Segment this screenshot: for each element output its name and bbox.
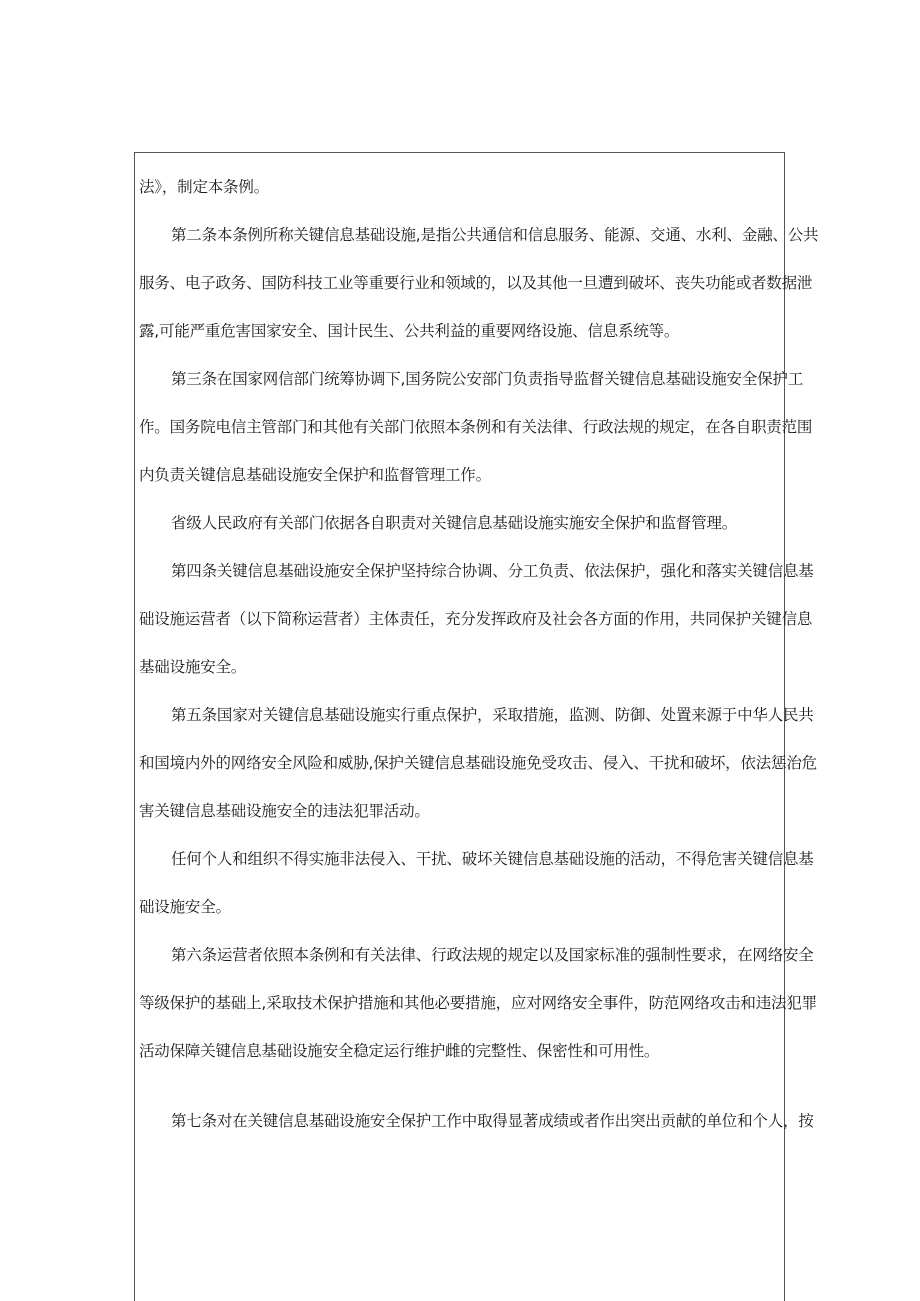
text-line: 第四条关键信息基础设施安全保护坚持综合协调、分工负责、依法保护，强化和落实关键信息基 [171,562,814,580]
text-line: 第三条在国家网信部门统筹协调下,国务院公安部门负责指导监督关键信息基础设施安全保护工 [171,370,804,388]
text-line: 第五条国家对关键信息基础设施实行重点保护，采取措施，监测、防御、处置来源于中华人民共 [171,706,814,724]
text-line: 础设施安全。 [139,898,231,916]
text-line: 露,可能严重危害国家安全、国计民生、公共利益的重要网络设施、信息系统等。 [139,322,680,340]
text-line: 省级人民政府有关部门依据各自职责对关键信息基础设施实施安全保护和监督管理。 [171,514,738,532]
text-line: 害关键信息基础设施安全的违法犯罪活动。 [139,802,430,820]
text-line: 任何个人和组织不得实施非法侵入、干扰、破坏关键信息基础设施的活动，不得危害关键信息基 [171,850,814,868]
text-line: 服务、电子政务、国防科技工业等重要行业和领域的，以及其他一旦遭到破坏、丧失功能或者数据泄 [139,274,813,292]
text-line: 第二条本条例所称关键信息基础设施,是指公共通信和信息服务、能源、交通、水利、金融、公共 [171,226,819,244]
text-line: 第七条对在关键信息基础设施安全保护工作中取得显著成绩或者作出突出贡献的单位和个人，按 [171,1112,814,1130]
text-line: 法》，制定本条例。 [139,178,269,196]
page-frame [134,152,819,1301]
text-line: 础设施运营者（以下简称运营者）主体责任，充分发挥政府及社会各方面的作用，共同保护关键信息 [139,610,813,628]
text-line: 活动保障关键信息基础设施安全稳定运行维护雌的完整性、保密性和可用性。 [139,1042,660,1060]
text-line: 等级保护的基础上,采取技术保护措施和其他必要措施，应对网络安全事件，防范网络攻击和违法犯罪 [139,994,817,1012]
text-line: 内负责关键信息基础设施安全保护和监督管理工作。 [139,466,491,484]
text-line: 基础设施安全。 [139,658,247,676]
text-line: 第六条运营者依照本条例和有关法律、行政法规的规定以及国家标准的强制性要求，在网络安全 [171,946,814,964]
text-line: 和国境内外的网络安全风险和威胁,保护关键信息基础设施免受攻击、侵入、干扰和破坏，依法惩治危 [139,754,817,772]
text-line: 作。国务院电信主管部门和其他有关部门依照本条例和有关法律、行政法规的规定，在各自职责范围 [139,418,813,436]
